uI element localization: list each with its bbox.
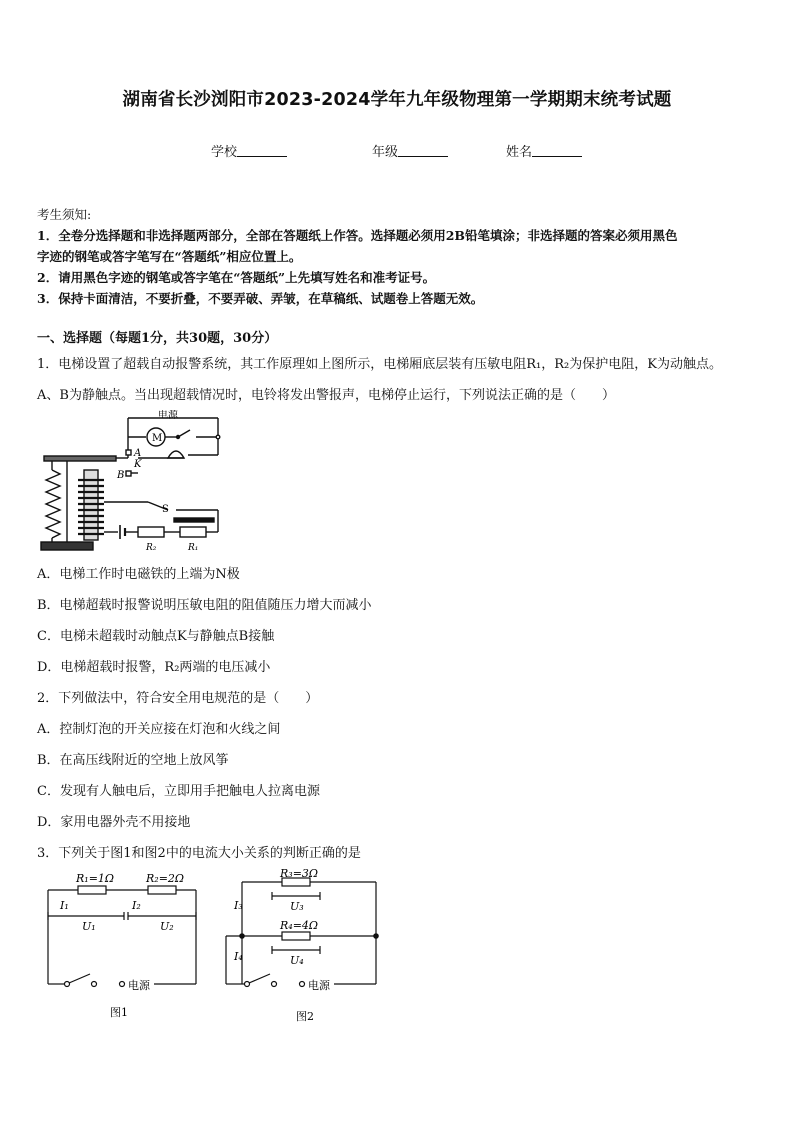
resistor-r1 (180, 527, 206, 537)
resistor-r2 (148, 886, 176, 894)
q1-motor-label: M (152, 433, 163, 444)
question-1-stem-line-1: 1．电梯设置了超载自动报警系统，其工作原理如上图所示，电梯厢底层装有压敏电阻R₁，R₂为保护电阻，K为动触点。 (37, 357, 722, 372)
document-title: 湖南省长沙浏阳市2023-2024学年九年级物理第一学期期末统考试题 (122, 90, 672, 110)
fig1-i2-label: I₂ (132, 899, 141, 912)
q1-option-d[interactable]: D．电梯超载时报警，R₂两端的电压减小 (37, 660, 271, 675)
fig1-power-label: 电源 (128, 979, 150, 992)
q1-switch-label: S (162, 504, 169, 515)
school-blank[interactable] (237, 144, 287, 157)
fig2-i3-label: I₃ (234, 899, 243, 912)
pressure-plate (174, 518, 214, 522)
q1-contact-k-label: K (134, 459, 142, 470)
fig1-i1-label: I₁ (60, 899, 69, 912)
q1-option-a[interactable]: A．电梯工作时电磁铁的上端为N极 (37, 567, 240, 582)
question-2-stem: 2．下列做法中，符合安全用电规范的是（ ） (37, 691, 319, 706)
resistor-r2 (138, 527, 164, 537)
alarm-bell-icon (168, 451, 184, 458)
school-field[interactable] (211, 141, 287, 160)
spring-coil (46, 470, 60, 538)
fig2-r3-label: R₃=3Ω (280, 868, 319, 880)
fig2-u4-label: U₄ (290, 954, 304, 967)
fig2-power-label: 电源 (308, 979, 330, 992)
school-label: 学校 (211, 145, 238, 160)
fig1-u1-label: U₁ (82, 920, 96, 933)
name-blank[interactable] (532, 144, 582, 157)
grade-field[interactable] (372, 141, 448, 160)
fig2-caption: 图2 (296, 1010, 314, 1023)
name-label: 姓名 (506, 145, 533, 160)
resistor-r4 (282, 932, 310, 940)
notice-item: 字迹的钢笔或答字笔写在“答题纸”相应位置上。 (37, 249, 302, 264)
q3-figure-2-parallel-circuit (222, 868, 382, 1028)
grade-label: 年级 (372, 145, 399, 160)
q2-option-c[interactable]: C．发现有人触电后，立即用手把触电人拉离电源 (37, 784, 320, 799)
q1-option-c[interactable]: C．电梯未超载时动触点K与静触点B接触 (37, 629, 275, 644)
q2-option-b[interactable]: B．在高压线附近的空地上放风筝 (37, 753, 229, 768)
fig1-caption: 图1 (110, 1006, 128, 1019)
fig2-u3-label: U₃ (290, 900, 304, 913)
name-field[interactable] (506, 141, 582, 160)
fig1-r1-label: R₁=1Ω (76, 872, 115, 885)
fig1-u2-label: U₂ (160, 920, 174, 933)
q2-option-a[interactable]: A．控制灯泡的开关应接在灯泡和火线之间 (37, 722, 281, 737)
armature-lever (44, 456, 116, 461)
grade-blank[interactable] (398, 144, 448, 157)
question-3-stem: 3．下列关于图1和图2中的电流大小关系的判断正确的是 (37, 846, 361, 861)
question-1-stem-line-2: A、B为静触点。当出现超载情况时，电铃将发出警报声，电梯停止运行，下列说法正确的是（ ） (37, 388, 615, 403)
exam-notice (37, 204, 761, 309)
q1-option-b[interactable]: B．电梯超载时报警说明压敏电阻的阻值随压力增大而减小 (37, 598, 372, 613)
resistor-r1 (78, 886, 106, 894)
section-heading: 一、选择题（每题1分，共30题，30分） (37, 331, 278, 346)
q1-contact-b-label: B (117, 470, 125, 481)
fig1-r2-label: R₂=2Ω (146, 872, 185, 885)
q1-circuit-figure (38, 410, 228, 555)
q1-r1-label: R₁ (188, 543, 199, 553)
electromagnet-base (41, 542, 93, 550)
notice-item: 2．请用黑色字迹的钢笔或答字笔在“答题纸”上先填写姓名和准考证号。 (37, 270, 436, 285)
q1-power-label: 电源 (158, 410, 178, 421)
fig2-i4-label: I₄ (234, 950, 243, 963)
notice-item: 3．保持卡面清洁，不要折叠，不要弄破、弄皱，在草稿纸、试题卷上答题无效。 (37, 291, 484, 306)
q1-contact-a-label: A (134, 448, 142, 459)
q1-r2-label: R₂ (146, 543, 157, 553)
notice-item: 1．全卷分选择题和非选择题两部分，全部在答题纸上作答。选择题必须用2B铅笔填涂；非选择题的答案必须用黑色 (37, 228, 678, 243)
notice-heading: 考生须知: (37, 207, 92, 222)
q3-figure-1-series-circuit (42, 868, 202, 1023)
fig2-r4-label: R₄=4Ω (280, 919, 319, 932)
q2-option-d[interactable]: D．家用电器外壳不用接地 (37, 815, 191, 830)
